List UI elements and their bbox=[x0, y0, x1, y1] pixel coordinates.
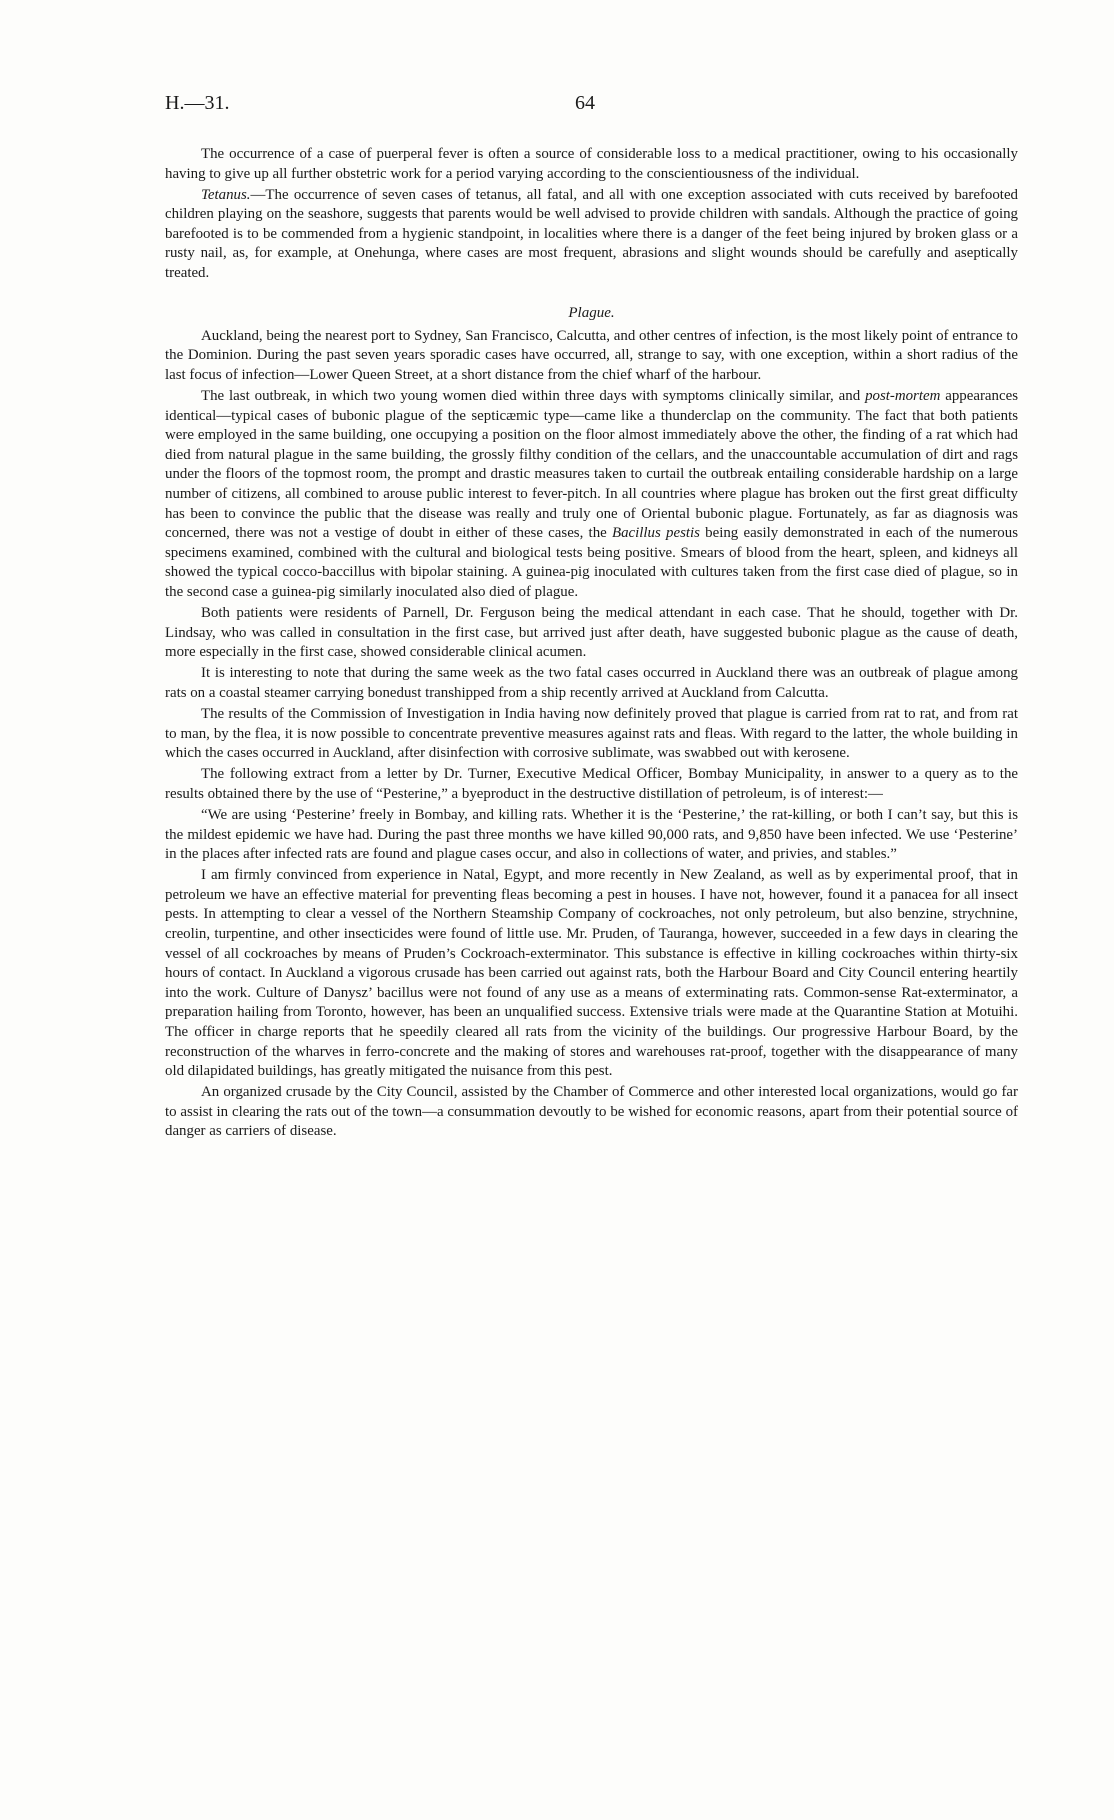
page-body bbox=[165, 145, 1018, 1144]
page-number: 64 bbox=[575, 92, 595, 114]
paragraph-pesterine-quote: “We are using ‘Pesterine’ freely in Bombay, and killing rats. Whether it is the ‘Pesterine,’ the rat-killing, or both I can’t say, but this is the mildest epidemic we have had. During the past three months we have killed 90,000 rats, and 9,850 have been infected. We use ‘Pesterine’ in the places after infected rats are found and plague cases occur, and also in collections of water, and privies, and stables.” bbox=[165, 806, 1018, 863]
outbreak-em-bacillus: Bacillus pestis bbox=[611, 525, 700, 542]
paragraph-last-outbreak bbox=[165, 387, 1018, 603]
outbreak-text-c: being easily demonstrated in each of the numerous specimens examined, combined with the cultural and biological tests being positive. Smears of blood from the heart, spleen, and kidneys all showed the typical cocco-baccillus with bipolar staining. A guinea-pig inoculated with cultures taken from the first case died of plague, so in the second case a guinea-pig similarly inoculated also died of plague. bbox=[165, 525, 1018, 600]
outbreak-em-post-mortem: post-mortem bbox=[865, 387, 941, 404]
paragraph-puerperal-fever: The occurrence of a case of puerperal fever is often a source of considerable loss to a medical practitioner, owing to his occasionally having to give up all further obstetric work for a period varying according to the conscientiousness of the individual. bbox=[165, 146, 1018, 182]
document-reference: H.—31. bbox=[165, 92, 230, 114]
paragraph-commission-india: The results of the Commission of Investigation in India having now definitely proved that plague is carried from rat to rat, and from rat to man, by the flea, it is now possible to concentrate preventive measures against rats and fleas. With regard to the latter, the whole building in which the cases occurred in Auckland, after disinfection with corrosive sublimate, was swabbed out with kerosene. bbox=[165, 705, 1018, 762]
outbreak-text-a: The last outbreak, in which two young women died within three days with symptoms clinically similar, and bbox=[201, 387, 866, 404]
outbreak-text-b: appearances identical—typical cases of bubonic plague of the septicæmic type—came like a thunderclap on the community. The fact that both patients were employed in the same building, one occupying a position on the floor almost immediately above the other, the finding of a rat which had died from natural plague in the same building, the grossly filthy condition of the cellars, and the unaccountable accumulation of dirt and rags under the floors of the topmost room, the prompt and drastic measures taken to curtail the outbreak entailing considerable hardship on a large number of citizens, all combined to arouse public interest to fever-pitch. In all countries where plague has broken out the first great difficulty has been to convince the public that the disease was really and truly one of Oriental bubonic plague. Fortunately, as far as diagnosis was concerned, there was not a vestige of doubt in either of these cases, the bbox=[165, 387, 1018, 542]
paragraph-organized-crusade: An organized crusade by the City Council, assisted by the Chamber of Commerce and other interested local organizations, would go far to assist in clearing the rats out of the town—a consummation devoutly to be wished for economic reasons, apart from their potential source of danger as carriers of disease. bbox=[165, 1084, 1018, 1140]
paragraph-parnell-patients: Both patients were residents of Parnell, Dr. Ferguson being the medical attendant in each case. That he should, together with Dr. Lindsay, who was called in consultation in the first case, but arrived just after death, have suggested bubonic plague as the cause of death, more especially in the first case, showed considerable clinical acumen. bbox=[165, 604, 1018, 661]
paragraph-petroleum-experience: I am firmly convinced from experience in Natal, Egypt, and more recently in New Zealand, as well as by experimental proof, that in petroleum we have an effective material for preventing fleas becoming a pest in houses. I have not, however, found it a panacea for all insect pests. In attempting to clear a vessel of the Northern Steamship Company of cockroaches, not only petroleum, but also benzine, strychnine, creolin, turpentine, and other insecticides were found of little use. Mr. Pruden, of Tauranga, however, succeeded in a few days in clearing the vessel of all cockroaches by means of Pruden’s Cockroach-exterminator. This substance is effective in killing cockroaches within thirty-six hours of contact. In Auckland a vigorous crusade has been carried out against rats, both the Harbour Board and City Council entering heartily into the work. Culture of Danysz’ bacillus were not found of any use as a means of exterminating rats. Common-sense Rat-exterminator, a preparation hailing from Toronto, however, has been an unqualified success. Extensive trials were made at the Quarantine Station at Motuihi. The officer in charge reports that he speedily cleared all rats from the vicinity of the buildings. Our progressive Harbour Board, by the reconstruction of the wharves in ferro-concrete and the making of stores and warehouses rat-proof, together with the disappearance of many old dilapidated buildings, has greatly mitigated the nuisance from this pest. bbox=[165, 867, 1018, 1080]
paragraph-tetanus bbox=[165, 186, 1018, 284]
paragraph-auckland-port: Auckland, being the nearest port to Sydney, San Francisco, Calcutta, and other centres of infection, is the most likely point of entrance to the Dominion. During the past seven years sporadic cases have occurred, all, strange to say, with one exception, within a short radius of the last focus of infection—Lower Queen Street, at a short distance from the chief wharf of the harbour. bbox=[165, 327, 1018, 383]
tetanus-lead: Tetanus. bbox=[201, 186, 251, 203]
page-header bbox=[165, 92, 1018, 122]
paragraph-coastal-steamer: It is interesting to note that during the same week as the two fatal cases occurred in Auckland there was an outbreak of plague among rats on a coastal steamer carrying bonedust transhipped from a ship recently arrived at Auckland from Calcutta. bbox=[165, 665, 1018, 701]
section-heading-plague: Plague. bbox=[568, 304, 615, 321]
tetanus-text: —The occurrence of seven cases of tetanus, all fatal, and all with one exception associated with cuts received by barefooted children playing on the seashore, suggests that parents would be well advised to provide children with sandals. Although the practice of going barefooted is to be commended from a hygienic standpoint, in localities where there is a danger of the feet being injured by broken glass or a rusty nail, as, for example, at Onehunga, where cases are most frequent, abrasions and slight wounds should be carefully and aseptically treated. bbox=[165, 186, 1018, 282]
paragraph-turner-extract: The following extract from a letter by Dr. Turner, Executive Medical Officer, Bombay Municipality, in answer to a query as to the results obtained there by the use of “Pesterine,” a byeproduct in the destructive distillation of petroleum, is of interest:— bbox=[165, 766, 1018, 802]
